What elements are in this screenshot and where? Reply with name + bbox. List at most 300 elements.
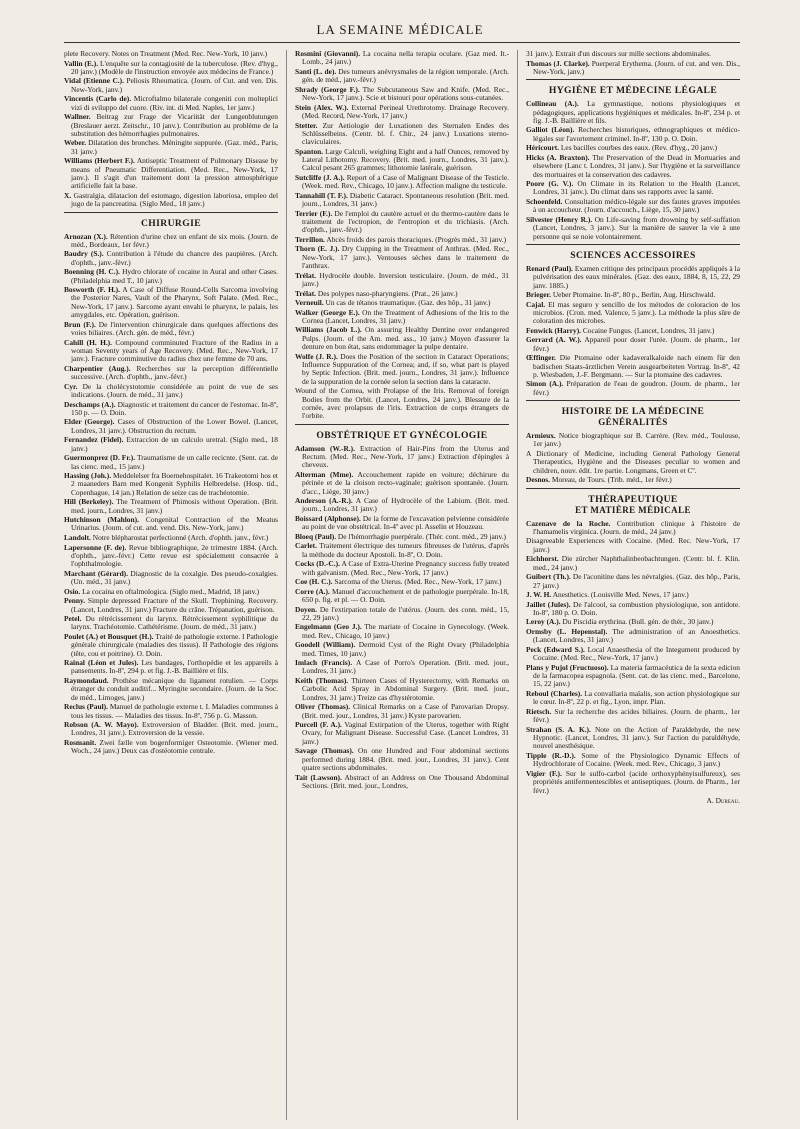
bibliography-entry bbox=[295, 68, 509, 85]
bibliography-entry bbox=[295, 641, 509, 658]
entry-text: Clinical Remarks on a Case of Parovarian Dropsy. (Brit. med. jour., Londres, 31 janv.) Kyste parovarien. bbox=[302, 702, 509, 720]
entry-text: De l'extirpation totale de l'utérus. (Journ. des conn. méd., 15, 22, 29 janv.) bbox=[302, 604, 509, 622]
bibliography-entry bbox=[295, 236, 509, 244]
entry-text: Notice biographique sur B. Carrère. (Rev. méd., Toulouse, 1er janv.) bbox=[533, 431, 740, 449]
entry-text: External Perineal Urethrotomy. Drainage Recovery. (Med. Record, New-York, 17 janv.) bbox=[302, 102, 509, 120]
bibliography-entry bbox=[526, 537, 740, 554]
entry-author: Engelmann (Geo J.). bbox=[295, 622, 362, 632]
bibliography-entry bbox=[295, 721, 509, 746]
entry-author: Charpentier (Aug.). bbox=[64, 363, 131, 373]
entry-text: Sarcoma of the Uterus. (Med. Rec., New-York, 17 janv.) bbox=[334, 577, 502, 587]
entry-author: Hicks (A. Braxton). bbox=[526, 152, 590, 162]
bibliography-entry bbox=[64, 454, 278, 471]
entry-author: Tait (Lawson). bbox=[295, 772, 342, 782]
bibliography-entry bbox=[64, 365, 278, 382]
entry-author: J. W. H. bbox=[526, 590, 552, 600]
bibliography-entry bbox=[295, 387, 509, 420]
entry-author: Terrillon. bbox=[295, 234, 325, 244]
entry-author: Hutchinson (Mahlon). bbox=[64, 515, 139, 525]
entry-text: Antiseptic Treatment of Pulmonary Disease by means of Pneumatic Differentiation. (Med. Rec., New-York, 17 janv.). Il s'agit d'un traitement dont la pression atmosphérique artificielle fait la base. bbox=[71, 156, 278, 191]
bibliography-entry bbox=[295, 299, 509, 307]
bibliography-entry bbox=[64, 703, 278, 720]
entry-author: Simon (A.). bbox=[526, 379, 564, 389]
bibliography-entry bbox=[526, 216, 740, 241]
entry-text: Manuel d'accouchement et de pathologie puerpérale. In-18, 650 p. fig. et pl. — O. Doin. bbox=[302, 586, 509, 604]
entry-author: Santi (L. de). bbox=[295, 66, 337, 76]
entry-text: Zur Aetiologie der Luxationen des Sternalen Endes des Schlüsselbeins. (Centr. bl. f. Chir., 24 janv.) Luxations sterno-claviculaires. bbox=[302, 120, 509, 147]
entry-text: On one Hundred and Four abdominal sections performed during 1884. (Brit. med. jour., Londres, 31 janv.). Cent quatre sections abdominales. bbox=[302, 746, 509, 772]
bibliography-entry bbox=[64, 268, 278, 285]
bibliography-entry bbox=[295, 174, 509, 191]
entry-author: Plans y Pujol (Fructuoso). bbox=[526, 662, 609, 672]
section-subheading: ET MATIÈRE MÉDICALE bbox=[575, 504, 691, 515]
bibliography-entry bbox=[526, 180, 740, 197]
entry-author: Stetter. bbox=[295, 120, 318, 130]
entry-author: Hassing (Joh.). bbox=[64, 471, 112, 481]
bibliography-entry bbox=[64, 233, 278, 250]
bibliography-entry bbox=[64, 516, 278, 533]
entry-text: Some of the Physiologico Dynamic Effects of Hydrochlorate of Cocaine. (Week. med. Rev., Chicago, 3 janv.) bbox=[533, 750, 740, 769]
bibliography-entry bbox=[64, 383, 278, 400]
entry-text: Sur le sulfo-carbol (acide orthoxyphényisulfureux), ses propriétés antifermentescibles et antiseptiques. (Journ. de Pharm., 1er févr.) bbox=[533, 768, 740, 795]
bibliography-entry bbox=[295, 623, 509, 640]
bibliography-entry bbox=[64, 436, 278, 453]
bibliography-entry bbox=[64, 597, 278, 614]
entry-author: Williams (Herbert F.). bbox=[64, 156, 135, 166]
bibliography-entry bbox=[64, 95, 278, 112]
entry-author: Trélat. bbox=[295, 270, 316, 280]
entry-author: Arnozan (X.). bbox=[64, 231, 108, 241]
entry-text: Dry Cupping in the Treatment of Anthrax. (Med. Rec., New-York, 17 janv.). Ventouses sèches dans le traitement de l'anthrax. bbox=[302, 244, 509, 271]
entry-author: Rainal (Léon et Jules). bbox=[64, 658, 139, 668]
entry-author: Cajal. bbox=[526, 299, 546, 309]
bibliography-entry bbox=[526, 60, 740, 77]
entry-author: Jaillet (Jules). bbox=[526, 599, 571, 609]
entry-text: Extraccion de un calculo uretral. (Siglo med., 18 janv.) bbox=[71, 435, 278, 453]
entry-author: Stein (Alex. W.). bbox=[295, 102, 349, 112]
entry-author: Brun (F.). bbox=[64, 319, 96, 329]
entry-text: Traumatisme de un calle recicnte. (Sent. cat. de las cienc. med., 15 janv.) bbox=[71, 453, 278, 471]
entry-author: Alterman (Mme). bbox=[295, 469, 354, 479]
section-rule bbox=[295, 424, 509, 425]
bibliography-entry bbox=[64, 472, 278, 497]
page-header: LA SEMAINE MÉDICALE bbox=[316, 22, 484, 37]
column-3 bbox=[526, 50, 740, 1120]
entry-text: De l'aconitine dans les névralgies. (Gaz. des hôp., Paris, 27 janv.) bbox=[533, 572, 740, 590]
entry-text: De la forme de l'excavation pelvienne considérée au point de vue obstétrical. In-4º avec pl. Asselin et Houzeau. bbox=[302, 513, 509, 532]
bibliography-entry bbox=[526, 618, 740, 626]
section-heading bbox=[526, 85, 740, 96]
bibliography-entry bbox=[526, 708, 740, 725]
bibliography-entry bbox=[64, 534, 278, 542]
entry-text: Dilatation des bronches. Méningite suppurée. (Gaz. méd., Paris, 31 janv.) bbox=[71, 138, 278, 156]
entry-text: Local Anaesthesia of the Integument produced by Cocaine. (Med. Rec., New-York, 17 janv.) bbox=[533, 644, 740, 663]
bibliography-entry bbox=[295, 560, 509, 577]
entry-text: plete Recovery. Notes on Treatment (Med. Rec. New-York, 10 janv.) bbox=[64, 50, 268, 58]
bibliography-entry bbox=[526, 327, 740, 335]
bibliography-entry bbox=[295, 86, 509, 103]
entry-author: Osio. bbox=[64, 586, 81, 596]
entry-author: Deschamps (A.). bbox=[64, 399, 116, 409]
entry-author: Vidal (Etienne C.). bbox=[64, 76, 124, 86]
bibliography-entry bbox=[526, 265, 740, 290]
bibliography-entry bbox=[526, 354, 740, 379]
entry-author: Penny. bbox=[64, 596, 86, 606]
entry-author: Trélat. bbox=[295, 288, 316, 298]
bibliography-entry bbox=[64, 677, 278, 702]
entry-author: Guermonprez (D. Fr.). bbox=[64, 453, 136, 463]
header-rule bbox=[64, 42, 740, 43]
entry-author: Reclus (Paul). bbox=[64, 702, 108, 712]
entry-author: Tipple (R.-D.). bbox=[526, 750, 576, 760]
entry-author: Cocks (D.-C.). bbox=[295, 559, 340, 569]
bibliography-entry bbox=[295, 588, 509, 605]
bibliography-entry bbox=[526, 336, 740, 353]
entry-text: On Climate in its Relation to the Health (Lancet, Londres, 31 janv.). Du climat dans ses rapports avec la santé. bbox=[533, 179, 740, 197]
entry-text: Abstract of an Address on One Thousand Abdominal Sections. (Brit. med. jour., Londres, bbox=[302, 772, 509, 790]
section-rule bbox=[526, 79, 740, 80]
bibliography-entry bbox=[64, 544, 278, 569]
entry-author: Cazenave de la Roche. bbox=[526, 518, 611, 528]
bibliography-entry bbox=[295, 703, 509, 720]
bibliography-entry bbox=[526, 752, 740, 769]
entry-text: Report of a Case of Malignant Disease of the Testicle. (Week. med. Rev., Chicago, 10 janv.). Affection maligne du testicule. bbox=[302, 172, 509, 191]
bibliography-entry bbox=[64, 739, 278, 756]
bibliography-entry bbox=[526, 770, 740, 795]
entry-text: Recherches sur la perception différentielle successive. (Arch. d'ophth., janv.-févr.) bbox=[71, 363, 278, 382]
entry-author: Anderson (A.-R.). bbox=[295, 496, 353, 506]
bibliography-entry bbox=[526, 380, 740, 397]
entry-text: Die zürcher Naphthalinbeobachtungen. (Centr. bl. f. Klin. med., 24 janv.) bbox=[533, 554, 740, 572]
bibliography-entry bbox=[526, 726, 740, 751]
entry-text: L'enquête sur la contagiosité de la tuberculose. (Rev. d'hyg., 20 janv.) (Modèle de l'instruction envoyée aux médecins de France.) bbox=[71, 58, 278, 76]
entry-text: Prothèse mécanique du ligament rotulien. — Corps étranger du conduit auditif... Myringite secondaire. (Journ. de la Soc. de méd., Limoges, janv.) bbox=[71, 676, 278, 702]
bibliography-entry bbox=[526, 154, 740, 179]
entry-text: De l'alcool, sa combustion physiologique, son antidote. In-8º, 180 p. O. Doin. bbox=[533, 599, 740, 617]
entry-text: Cases of Obstruction of the Lower Bowel. (Lancet, Londres, 31 janv.). Obstruction du rectum. bbox=[71, 417, 278, 435]
entry-text: A Case of Extra-Uterine Pregnancy success fully treated with galvanism. (Med. Rec., New-York, 17 janv.) bbox=[302, 559, 509, 577]
columns bbox=[64, 50, 740, 1120]
section-heading bbox=[64, 218, 278, 229]
entry-text: Contribution à l'étude du chancre des paupières. (Arch. d'ophth., janv.-févr.) bbox=[71, 249, 278, 267]
entry-text: A Case of Diffuse Round-Cells Sarcoma involving the Posterior Nares, Vault of the Pharynx, Soft Palate. (Med. Rec., New-York, 17 janv.). Sarcome ayant envahi le pharynx, le palais, les amygdales, etc. Opération, guérison. bbox=[71, 285, 278, 320]
section-subheading: GÉNÉRALITÉS bbox=[598, 417, 668, 428]
entry-text: Simple depressed Fracture of the Skull. Trephining. Recovery. (Lancet, Londres, 31 janv.) Fracture du crâne. Trépanation, guérison. bbox=[71, 596, 278, 614]
entry-text: Abcès froids des parois thoraciques. (Progrès méd., 31 janv.) bbox=[326, 234, 507, 244]
bibliography-entry bbox=[295, 192, 509, 209]
bibliography-entry bbox=[526, 126, 740, 143]
bibliography-entry bbox=[64, 77, 278, 94]
entry-author: Silvester (Henry R.). bbox=[526, 214, 593, 224]
bibliography-entry bbox=[64, 157, 278, 190]
bibliography-entry bbox=[295, 210, 509, 235]
entry-text: Contribution clinique à l'histoire de l'hamamelis virginica. (Journ. de méd., 24 janv.) bbox=[533, 518, 740, 536]
entry-author: Cyr. bbox=[64, 381, 78, 391]
bibliography-entry bbox=[64, 498, 278, 515]
section-heading-text: HYGIÈNE ET MÉDECINE LÉGALE bbox=[548, 85, 718, 97]
entry-author: Spanton. bbox=[295, 146, 324, 156]
entry-author: Thomas (J. Clarke). bbox=[526, 58, 590, 68]
entry-author: Landolt. bbox=[64, 533, 91, 542]
section-heading-text: CHIRURGIE bbox=[140, 217, 202, 229]
entry-author: Purcell (F. A.). bbox=[295, 720, 342, 730]
entry-author: Œffinger. bbox=[526, 353, 556, 363]
section-rule bbox=[526, 400, 740, 401]
entry-author: Williams (Jacob L.). bbox=[295, 325, 362, 335]
bibliography-entry bbox=[64, 659, 278, 676]
entry-author: Robson (A. W. Mayo). bbox=[64, 720, 139, 730]
entry-text: On the Treatment of Adhesions of the Iris to the Cornea (Lancet, Londres, 31 janv.) bbox=[302, 307, 509, 325]
entry-author: Galliot (Léon). bbox=[526, 125, 575, 135]
entry-text: The administration of an Anoesthetics. (Lancet, Londres, 31 janv.) bbox=[533, 627, 740, 645]
entry-author: Thorn (E. J.). bbox=[295, 244, 340, 254]
bibliography-entry bbox=[64, 570, 278, 587]
bibliography-entry bbox=[526, 520, 740, 537]
entry-text: La cocaina en oftalmologica. (Siglo med., Madrid, 18 janv.) bbox=[82, 586, 260, 596]
entry-author: Schoenfeld. bbox=[526, 196, 563, 206]
bibliography-entry bbox=[526, 100, 740, 125]
column-2 bbox=[295, 50, 509, 1120]
entry-author: Bosworth (F. H.). bbox=[64, 285, 120, 295]
bibliography-entry bbox=[64, 339, 278, 364]
entry-text: Les bandages, l'orthopédie et les appareils à pansements. In-8º, 294 p. et fig. J.-B. Baillière et fils. bbox=[71, 658, 278, 676]
entry-text: Does the Position of the section in Cataract Operations; Influence Suppuration of the Cornea; and, if so, what part is played by Septic Infection. (Brit. med. journ., Londres, 31 janv.). Influence de la suppuration de la cornée selon la section dans la cataracte. bbox=[302, 351, 509, 386]
entry-author: Renard (Paul). bbox=[526, 263, 573, 273]
bibliography-entry bbox=[526, 555, 740, 572]
entry-text: A Case of Hydrocèle of the Labium. (Brit. med. journ., Londres, 31 janv.) bbox=[302, 496, 509, 514]
entry-text: Congenital Contraction of the Meatus Urinarius. (Journ. of cut. and. vend. Dis. New-York, janv.) bbox=[71, 515, 278, 533]
entry-author: Baudry (S.). bbox=[64, 249, 104, 259]
bibliography-entry bbox=[526, 646, 740, 663]
bibliography-entry bbox=[64, 50, 278, 58]
entry-author: Shrady (George F.). bbox=[295, 84, 360, 94]
entry-text: Examen critique des principaux procédés appliqués à la pulvérisation des eaux minérales. (Gaz. des eaux, 1884, 8, 15, 22, 29 janv. 1885.) bbox=[533, 263, 740, 290]
bibliography-entry bbox=[295, 471, 509, 496]
entry-author: Carlet. bbox=[295, 541, 317, 551]
bibliography-entry bbox=[64, 139, 278, 156]
entry-author: Imlach (Francis). bbox=[295, 658, 353, 668]
entry-text: Vaginal Extirpation of the Uterus, together with Right Ovary, for Malignant Disease. Successful Case. (Lancet Londres, 31 janv.) bbox=[302, 720, 509, 746]
bibliography-entry bbox=[526, 198, 740, 215]
section-rule bbox=[64, 212, 278, 213]
entry-text: The Preservation of the Dead in Mortuaries and elsewhere (Lanc t. Londres, 31 janv.). Sur l'hygiène et la surveillance des mortuaires et la conservation des cadavres. bbox=[533, 152, 740, 179]
section-heading-text: THÉRAPEUTIQUE bbox=[588, 493, 678, 505]
entry-text: Cocaine Fungus. (Lancet, Londres, 31 janv.) bbox=[582, 325, 715, 335]
entry-text: Revue bibliographique, 2e trimestre 1884. (Arch. d'ophth., janv.-févr.) Cette revue est spécialement consacrée à l'ophthalmologie. bbox=[71, 542, 278, 569]
entry-text: Note on the Action of Paraldehyde, the new Hypnotic. (Lancet, Londres, 31 janv.). Sur l'action du paraldéhyde, nouvel anesthésique. bbox=[533, 724, 740, 751]
bibliography-entry bbox=[526, 291, 740, 299]
entry-author: Poulet (A.) et Bousquet (H.). bbox=[64, 631, 154, 641]
bibliography-entry bbox=[295, 515, 509, 532]
bibliography-entry bbox=[526, 573, 740, 590]
bibliography-entry bbox=[295, 148, 509, 173]
entry-author: Oliver (Thomas). bbox=[295, 702, 351, 712]
bibliography-entry bbox=[295, 290, 509, 298]
entry-author: Peck (Edward S.). bbox=[526, 644, 585, 654]
entry-author: Brieger. bbox=[526, 290, 551, 300]
entry-author: Vincentis (Carlo de). bbox=[64, 94, 132, 104]
section-heading bbox=[526, 406, 740, 428]
entry-text: De l'emploi du cautère actuel et du thermo-cautère dans le traitement de l'ectropion, de l'entropion et du trichiasis. (Arch. d'ophth., janv.-févr.) bbox=[302, 208, 509, 235]
entry-text: Rétention d'urine chez un enfant de six mois. (Journ. de méd., Bordeaux, 1er févr.) bbox=[71, 231, 278, 249]
entry-author: Elder (George). bbox=[64, 417, 115, 427]
entry-author: Collineau (A.). bbox=[526, 99, 579, 109]
bibliography-entry bbox=[64, 250, 278, 267]
bibliography-entry bbox=[295, 677, 509, 702]
bibliography-entry bbox=[64, 721, 278, 738]
section-heading-text: OBSTÉTRIQUE ET GYNÉCOLOGIE bbox=[316, 429, 488, 441]
column-separator bbox=[286, 50, 287, 1120]
bibliography-entry bbox=[64, 321, 278, 338]
column-separator bbox=[517, 50, 518, 1120]
entry-text: Du rétrécissement du larynx. Rétrécissement syphilitique du larynx. Trachéotomie. Cathétérisme. (Journ. de méd., 31 janv.) bbox=[71, 614, 278, 632]
entry-author: Lapersonne (F. de). bbox=[64, 542, 127, 552]
entry-text: Thirteen Cases of Hysterectomy, with Remarks on Carbolic Acid Spray in Abdominal Surgery. (Brit. med. jour., Londres, 31 janv.) Treize cas d'hystérotomie. bbox=[302, 676, 509, 702]
section-heading-text: SCIENCES ACCESSOIRES bbox=[570, 249, 696, 261]
bibliography-entry bbox=[295, 309, 509, 326]
entry-text: Wound of the Cornea, with Prolapse of the Iris. Removal of foreign Bodies from the Orbit. (Lancet, Londres, 24 janv.). Blessure de la cornée, avec prolapsus de l'iris. Extraction de corps étrangers de l'orbite. bbox=[295, 386, 509, 421]
entry-text: 31 janv.). Extrait d'un discours sur mille sections abdominales. bbox=[526, 50, 711, 58]
bibliography-entry bbox=[526, 144, 740, 152]
bibliography-entry bbox=[526, 601, 740, 618]
bibliography-entry bbox=[64, 192, 278, 209]
entry-text: Recherches historiques, ethnographiques et médico-légales sur l'avortement criminel. In-8º, 130 p. O. Doin. bbox=[533, 125, 740, 143]
bibliography-entry bbox=[295, 353, 509, 386]
entry-author: Fernandez (Fidel). bbox=[64, 435, 124, 445]
entry-text: De la cholécystotomie considérée au point de vue de ses indications. (Journ. de méd., 31 janv.) bbox=[71, 381, 278, 399]
bibliography-entry bbox=[64, 401, 278, 418]
bibliography-entry bbox=[295, 497, 509, 514]
entry-text: Meddelelser fra Boernehospitalet. 16 Trakeotomi hos et 2 maaneders Barn med Kongenit Syphilis Helbredelse. (Hosp. tid., Copenhague, 14 jan.) Relation de seize cas de trachéotomie. bbox=[71, 471, 278, 497]
entry-text: Moreau, de Tours. (Trib. méd., 1er févr.) bbox=[551, 475, 672, 485]
entry-author: Wolfe (J. R.). bbox=[295, 351, 338, 361]
entry-text: De l'hémorrhagie puerpérale. (Thér. cont. méd., 29 janv.) bbox=[337, 531, 507, 541]
entry-author: Petel. bbox=[64, 614, 82, 624]
bibliography-entry bbox=[295, 606, 509, 623]
entry-text: Compound comminuted Fracture of the Radius in a woman Seventy years of Age Recovery. (Med. Rec., New-York, 17 janv.). Fracture comminutive du radius chez une femme de 70 ans. bbox=[71, 337, 278, 364]
entry-author: Savage (Thomas). bbox=[295, 746, 354, 756]
bibliography-entry bbox=[295, 774, 509, 791]
bibliography-entry bbox=[295, 122, 509, 147]
entry-author: Leroy (A.). bbox=[526, 617, 561, 627]
entry-text: Disagreeable Experiences with Cocaine. (Med. Rec. New-York, 17 janv.) bbox=[526, 536, 740, 554]
entry-text: Du Piscidia erythrina. (Bull. gén. de thér., 30 janv.) bbox=[562, 617, 714, 627]
entry-text: La convallaria maïalis, son action physiologique sur le cœur. In-8º, 22 p. et fig., Lyon, impr. Plan. bbox=[533, 688, 740, 707]
entry-text: Un cas de tétanos traumatique. (Gaz. des hôp., 31 janv.) bbox=[325, 298, 491, 308]
entry-text: On Life-saving from drowning by self-suffation (Lancet, Londres, 3 janv.). Sur la manière de sauver la vie à une personne qui se noie volontairement. bbox=[533, 214, 740, 241]
entry-text: The mariate of Cocaine in Gynecology. (Week. med. Rev., Chicago, 10 janv.) bbox=[302, 622, 509, 640]
entry-text: Consultation médico-légale sur des fautes graves imputées à un accoucheur. (Journ. d'accouch., Liège, 15, 30 janv.) bbox=[533, 196, 740, 215]
entry-author: Weber. bbox=[64, 138, 87, 148]
entry-text: Diabetic Cataract. Spontaneous resolution (Brit. med. journ., Londres, 31 janv.) bbox=[302, 190, 509, 209]
entry-text: Manuel de pathologie externe t. I. Maladies communes à tous les tissus. — Maladies des tissus. In-8º, 756 p. G. Masson. bbox=[71, 702, 278, 720]
entry-text: The Subcutaneous Saw and Knife. (Med. Rec., New-York, 17 janv.). Scie et bistouri pour opérations sous-cutanées. bbox=[302, 84, 509, 103]
section-heading bbox=[526, 494, 740, 516]
entry-author: Reboul (Charles). bbox=[526, 688, 583, 698]
entry-text: Peliosis Rheumatica. (Journ. of Cut. and ven. Dis. New-York, janv.) bbox=[71, 76, 278, 94]
entry-author: Ormsby (L. Hepenstal). bbox=[526, 627, 608, 636]
bibliography-entry bbox=[64, 286, 278, 319]
entry-author: Goodell (William). bbox=[295, 640, 356, 650]
entry-text: A Dictionary of Medicine, including General Pathology General Therapeutics, Hygiène and the Diseases peculiar to women and children, nouv. édit. 1re partie. Longmans, Green et Cº. bbox=[526, 449, 740, 475]
bibliography-entry bbox=[526, 628, 740, 645]
bibliography-entry bbox=[64, 633, 278, 658]
entry-text: A Case of Porro's Operation. (Brit. med. jour., Londres, 31 janv.) bbox=[302, 658, 509, 676]
bibliography-entry bbox=[526, 690, 740, 707]
bibliography-entry bbox=[526, 476, 740, 484]
entry-text: Ueber Ptomaine. In-8º, 80 p., Berlin, Aug. Hirschwald. bbox=[552, 290, 716, 300]
bibliography-entry bbox=[526, 591, 740, 599]
entry-author: Bloeq (Paul). bbox=[295, 531, 337, 541]
entry-text: Accouchement rapide en voiture; déchirure du périnée et de la cloison recto-vaginale; guérison spontanée. (Journ. d'acc., Liège, 30 janv.) bbox=[302, 469, 509, 496]
entry-author: Eichhorst. bbox=[526, 554, 559, 564]
entry-author: Sutcliffe (J. A.). bbox=[295, 172, 345, 182]
entry-text: Hydrocèle double. Inversion testiculaire. (Journ. de méd., 31 janv.) bbox=[302, 270, 509, 288]
entry-author: Walker (George E.). bbox=[295, 307, 360, 317]
entry-text: Traitement électrique des tumeurs fibreuses de l'utérus, d'après la méthode du docteur Apostoli. In-8º, O. Doin. bbox=[302, 541, 509, 559]
entry-text: Diagnostic de la coxalgie. Des pseudo-coxalgies. (Un. méd., 31 janv.) bbox=[71, 568, 278, 587]
bibliography-entry bbox=[526, 301, 740, 326]
entry-text: Traité de pathologie externe. I Pathologie générale chirurgicale (maladies des tissus). II Pathologie des régions (tête, cou et poitrine). O. Doin. bbox=[71, 631, 278, 658]
entry-text: Large Calculi, weighing Eight and a half Ounces, removed by Lateral Lithotomy. Recovery. (Brit. med. journ., Londres, 31 janv.). Calcul pesant 265 grammes; lithotomie latérale, guérison. bbox=[302, 146, 509, 173]
bibliography-entry bbox=[295, 533, 509, 541]
bibliography-entry bbox=[295, 747, 509, 772]
entry-author: Verneuil. bbox=[295, 298, 324, 308]
entry-author: Rietsch. bbox=[526, 706, 552, 716]
signature: A. Dureau. bbox=[706, 795, 740, 805]
bibliography-entry bbox=[295, 659, 509, 676]
entry-author: Tannahill (T. F.). bbox=[295, 190, 348, 200]
entry-text: On assuring Healthy Dentine over endangered Pulps. (Journ. of the Am. med. ass., 10 janv.) Moyen d'assurer la denture en bon état, sans endommager la pulpe dentaire. bbox=[302, 325, 509, 352]
entry-text: Extroversion of Bladder. (Brit. med. journ., Londres, 31 janv.). Extroversion de la vessie. bbox=[71, 720, 278, 738]
entry-author: X. bbox=[64, 190, 72, 200]
entry-text: Hydro chlorate of cocaine in Aural and other Cases. (Philadelphia med T., 10 janv.) bbox=[71, 267, 278, 285]
entry-author: Armieux. bbox=[526, 431, 556, 441]
bibliography-entry bbox=[526, 50, 740, 58]
bibliography-entry bbox=[526, 664, 740, 689]
bibliography-entry bbox=[295, 272, 509, 289]
entry-author: Poore (G. V.). bbox=[526, 179, 574, 189]
entry-author: Boissard (Alphonse). bbox=[295, 513, 361, 523]
section-heading bbox=[295, 430, 509, 441]
entry-text: La cocaina nella terapia oculare. (Gaz med. It.-Lomb., 24 janv.) bbox=[302, 50, 509, 67]
entry-author: Gerrard (A. W.). bbox=[526, 335, 582, 345]
entry-author: Héricourt. bbox=[526, 143, 560, 153]
bibliography-entry bbox=[64, 588, 278, 596]
entry-text: Gastralgia, dilatacion del estomago, digestion laboriosa, empleo del jugo de la pancreatina. (Siglo Med., 18 janv.) bbox=[71, 190, 278, 209]
bibliography-entry bbox=[295, 445, 509, 470]
bibliography-entry bbox=[295, 542, 509, 559]
entry-author: Coe (H. C.). bbox=[295, 577, 333, 587]
entry-author: Rosmanit. bbox=[64, 737, 97, 747]
entry-author: Cahill (H. H.). bbox=[64, 337, 112, 347]
entry-author: Vallin (E.). bbox=[64, 58, 99, 68]
entry-text: El mas seguro y sencillo de los métodos de coloracion de los microbios. (Cron. med. Valence, 5 janv.). La méthode la plus sûre de coloration des microbes. bbox=[533, 299, 740, 326]
entry-author: Vigier (F.). bbox=[526, 768, 562, 778]
entry-text: Microftalmo bilaterale congeniti con molteplici vizi di sviluppo del cuore. (Riv. int. di Med. Naples, 1er janv.) bbox=[71, 94, 278, 112]
entry-author: Fenwick (Harry). bbox=[526, 325, 582, 335]
entry-text: Sur la recherche des acides biliaires. (Journ. de pharm., 1er févr.) bbox=[533, 706, 740, 725]
entry-author: Guibert (Th.). bbox=[526, 572, 571, 582]
bibliography-entry bbox=[64, 418, 278, 435]
entry-author: Rosmini (Giovanni). bbox=[295, 50, 361, 58]
bibliography-entry bbox=[526, 450, 740, 475]
entry-text: De l'intervention chirurgicale dans quelques affections des voies biliaires. (Arch. gén. de méd., févr.) bbox=[71, 319, 278, 338]
section-rule bbox=[526, 488, 740, 489]
entry-text: La gymnastique, notions physiologiques et pédagogiques, applications hygiéniques et médicales. In-8º, 234 p. et fig. J.-B. Baillière et fils. bbox=[533, 99, 740, 125]
entry-author: Wallner. bbox=[64, 112, 91, 122]
entry-text: The Treatment of Phimosis without Operation. (Brit. med. journ., Londres, 31 janv.) bbox=[71, 497, 278, 515]
